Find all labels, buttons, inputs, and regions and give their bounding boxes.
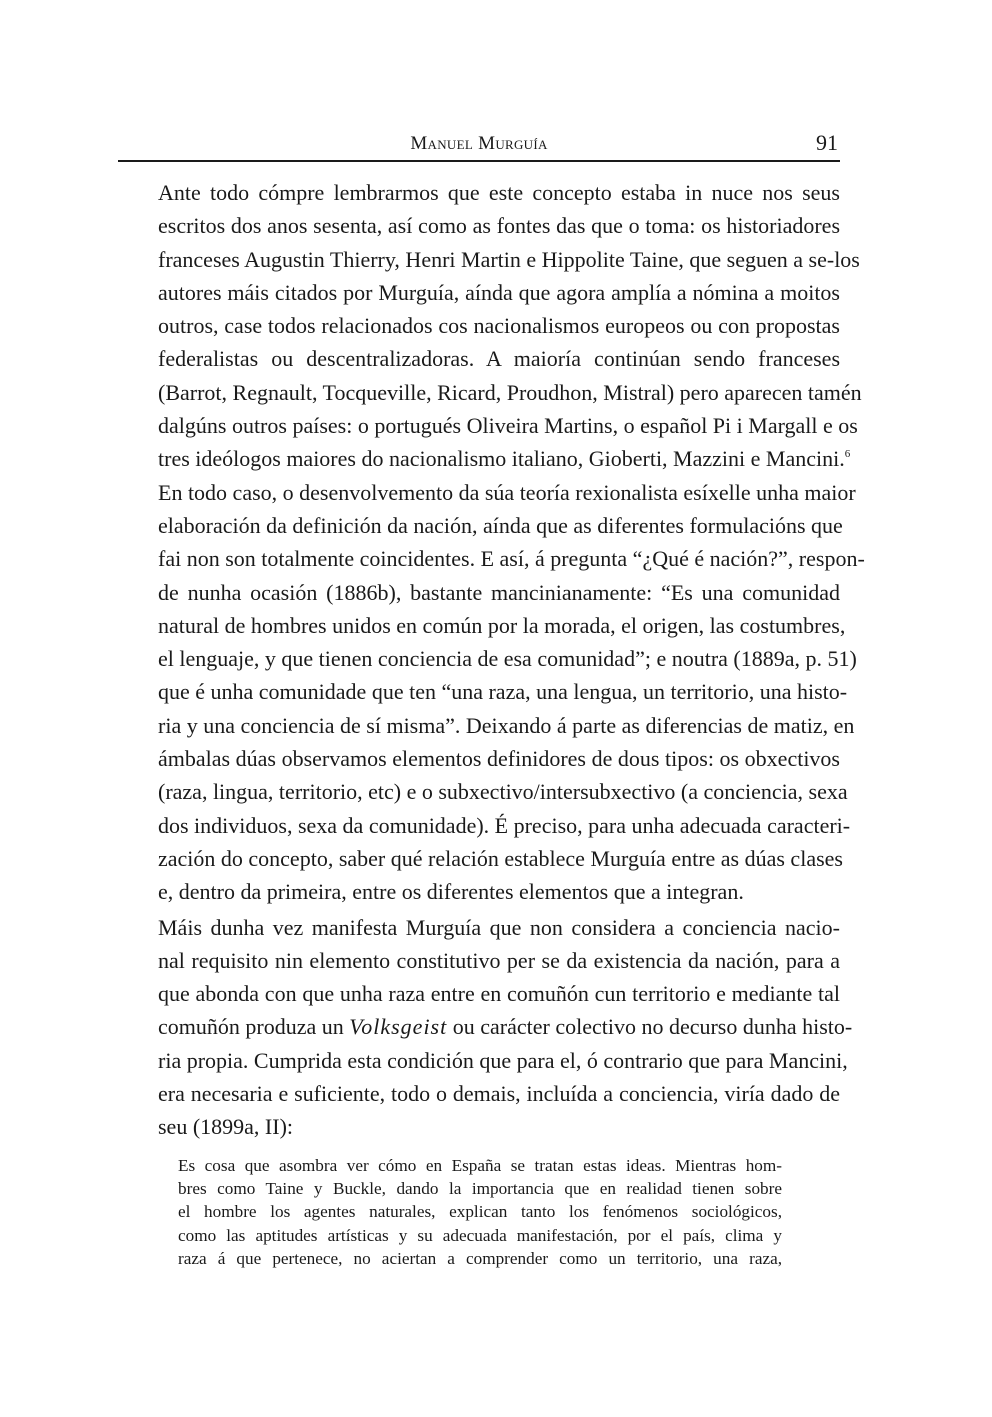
paragraph-1 <box>118 176 865 909</box>
text-line: dos individuos, sexa da comunidade). É preciso, para unha adecuada caracteri- <box>158 812 851 838</box>
text-line <box>118 442 851 475</box>
footnote-marker[interactable]: 6 <box>844 448 851 461</box>
text-line: zación do concepto, saber qué relación establece Murguía entre as dúas clases <box>158 845 843 871</box>
text-line: (raza, lingua, territorio, etc) e o subxectivo/intersubxectivo (a conciencia, sexa <box>158 779 848 805</box>
paragraph-2 <box>118 911 853 1144</box>
text-line-segment: tres ideólogos maiores do nacionalismo italiano, Gioberti, Mazzini e Mancini. <box>158 446 845 472</box>
text-line: dalgúns outros países: o portugués Oliveira Martins, o español Pi i Margall e os <box>158 413 858 439</box>
text-line: que é unha comunidade que ten “una raza, una lengua, un territorio, una histo- <box>158 679 848 705</box>
text-line: de nunha ocasión (1886b), bastante mancinianamente: “Es una comunidad <box>158 579 840 605</box>
quote-line: el hombre los agentes naturales, explican tanto los fenómenos sociológicos, <box>178 1202 782 1222</box>
text-line: Ante todo cómpre lembrarmos que este concepto estaba in nuce nos seus <box>158 180 840 205</box>
text-line: e, dentro da primeira, entre os diferentes elementos que a integran. <box>158 879 744 905</box>
text-line: outros, case todos relacionados cos nacionalismos europeos ou con propostas <box>158 313 840 339</box>
text-line: escritos dos anos sesenta, así como as fontes das que o toma: os historiadores <box>158 213 840 239</box>
page-number: 91 <box>816 130 838 155</box>
text-line: En todo caso, o desenvolvemento da súa teoría rexionalista esíxelle unha maior <box>158 479 856 505</box>
quote-line: bres como Taine y Buckle, dando la importancia que en realidad tienen sobre <box>178 1179 782 1199</box>
text-line-segment: ou carácter colectivo no decurso dunha histo- <box>447 1014 853 1040</box>
text-line: el lenguaje, y que tienen conciencia de esa comunidad”; e noutra (1889a, p. 51) <box>158 646 857 672</box>
text-line: ámbalas dúas observamos elementos definidores de dous tipos: os obxectivos <box>158 746 840 772</box>
text-line: federalistas ou descentralizadoras. A maioría continúan sendo franceses <box>158 346 840 372</box>
text-line: era necesaria e suficiente, todo o demais, incluída a conciencia, viría dado de <box>158 1081 840 1107</box>
running-title: Manuel Murguía <box>410 133 548 154</box>
text-line: que abonda con que unha raza entre en comuñón cun territorio e mediante tal <box>158 981 840 1007</box>
quote-line: Es cosa que asombra ver cómo en España se tratan estas ideas. Mientras hom- <box>178 1156 782 1175</box>
text-line: autores máis citados por Murguía, aínda que agora amplía a nómina a moitos <box>158 279 840 305</box>
text-line: elaboración da definición da nación, aínda que as diferentes formulacións que <box>158 512 843 538</box>
text-line: natural de hombres unidos en común por la morada, el origen, las costumbres, <box>158 612 846 638</box>
running-header <box>118 130 840 158</box>
italic-term: Volksgeist <box>349 1014 448 1040</box>
text-line: Máis dunha vez manifesta Murguía que non considera a conciencia nacio- <box>158 914 840 940</box>
text-line-segment: comuñón produza un <box>158 1014 350 1040</box>
header-rule <box>118 160 840 162</box>
text-line: ria propia. Cumprida esta condición que para el, ó contrario que para Mancini, <box>158 1047 848 1073</box>
text-line: fai non son totalmente coincidentes. E así, á pregunta “¿Qué é nación?”, respon- <box>158 546 865 572</box>
text-line <box>118 1010 853 1043</box>
text-line: franceses Augustin Thierry, Henri Martin e Hippolite Taine, que seguen a se-los <box>158 246 860 272</box>
quote-line: como las aptitudes artísticas y su adecuada manifestación, por el país, clima y <box>178 1225 782 1245</box>
quote-line: raza á que pertenece, no aciertan a comprender como un territorio, una raza, <box>178 1248 782 1268</box>
text-line: nal requisito nin elemento constitutivo per se da existencia da nación, para a <box>158 947 840 973</box>
text-line: (Barrot, Regnault, Tocqueville, Ricard, Proudhon, Mistral) pero aparecen tamén <box>158 379 862 405</box>
block-quote <box>178 1154 782 1270</box>
text-line: ria y una conciencia de sí misma”. Deixando á parte as diferencias de matiz, en <box>158 712 855 738</box>
body-text <box>118 176 865 1144</box>
text-line: seu (1899a, II): <box>158 1114 294 1140</box>
